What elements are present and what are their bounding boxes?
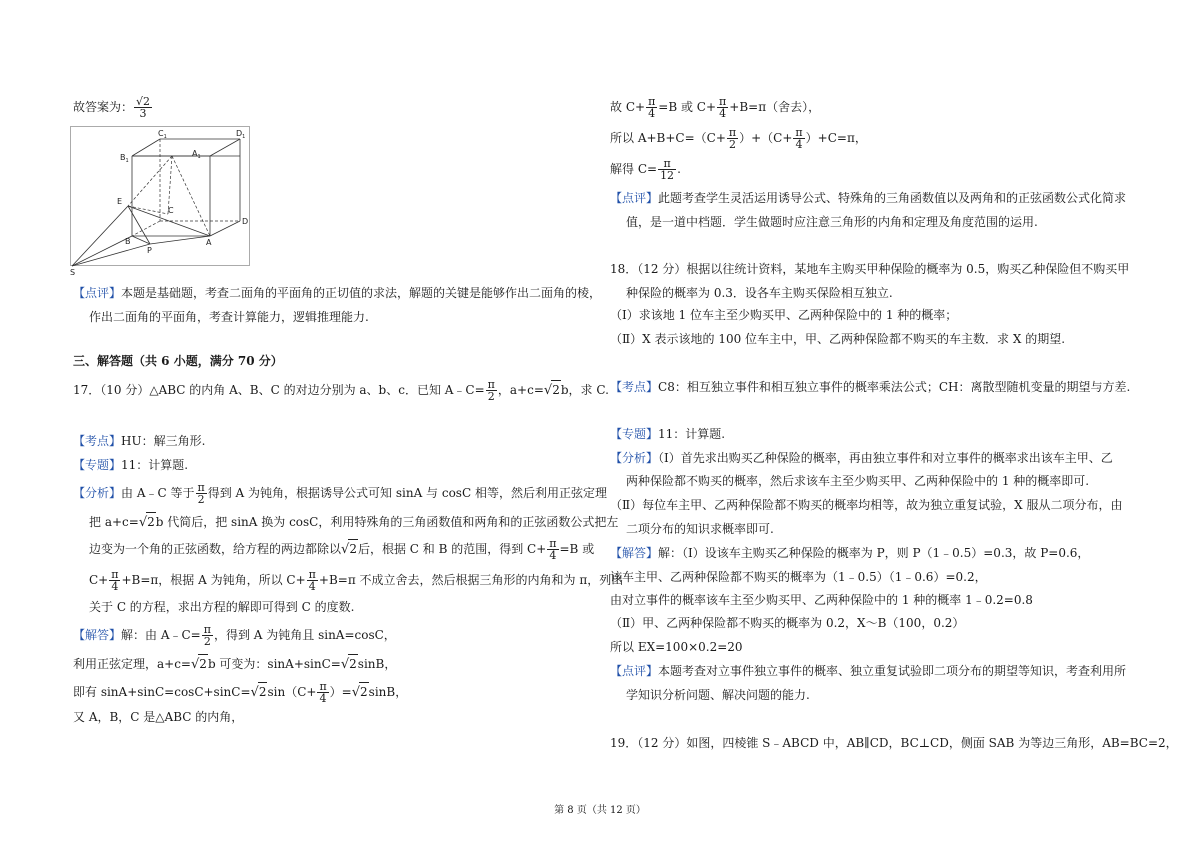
q18-line1: 18．（12 分）根据以往统计资料，某地车主购买甲种保险的概率为 0.5，购买乙种保险但不购买甲 bbox=[610, 262, 1130, 276]
frac-num: π bbox=[648, 95, 656, 108]
r2b: ）+（C+ bbox=[739, 131, 793, 145]
frac-den: 12 bbox=[660, 169, 675, 182]
zhuanti18 bbox=[610, 425, 725, 443]
fenxi17-line1 bbox=[73, 482, 607, 505]
section-title: 三、解答题（共 6 小题，满分 70 分） bbox=[73, 354, 283, 368]
fenxi17-line3 bbox=[89, 538, 594, 561]
jieda17-line1 bbox=[73, 624, 396, 647]
fenxi-l1a: 由 A﹣C 等于 bbox=[121, 486, 195, 500]
fenxi-l4b: +B=π，根据 A 为钝角，所以 C+ bbox=[121, 573, 306, 587]
q19-line1: 19．（12 分）如图，四棱锥 S﹣ABCD 中，AB∥CD，BC⊥CD，侧面 SAB 为等边三角形，AB=BC=2， bbox=[610, 736, 1178, 750]
sqrt-icon: √ bbox=[138, 515, 148, 530]
comment-text: 本题考查对立事件独立事件的概率、独立重复试验即二项分布的期望等知识，考查利用所 bbox=[658, 664, 1127, 678]
frac-den: 4 bbox=[308, 580, 316, 593]
fenxi-l3a: 边变为一个角的正弦函数，给方程的两边都除以 bbox=[89, 542, 342, 556]
radicand: 2 bbox=[258, 682, 268, 701]
zhuanti-tag: 【专题】 bbox=[73, 458, 122, 472]
answer-numerator: √2 bbox=[136, 95, 151, 108]
q18-line2: 种保险的概率为 0.3．设各车主购买保险相互独立. bbox=[626, 286, 893, 300]
q17-b: ，a+c= bbox=[497, 383, 544, 397]
kaodian-tag: 【考点】 bbox=[73, 434, 122, 448]
r-frac3 bbox=[727, 127, 738, 150]
frac-num: π bbox=[319, 680, 327, 693]
page-footer: 第 8 页（共 12 页） bbox=[554, 805, 646, 816]
jieda-l2c: sinB， bbox=[357, 657, 397, 671]
r-line3 bbox=[610, 158, 681, 181]
frac-den: 4 bbox=[648, 107, 656, 120]
label-s: S bbox=[70, 268, 76, 276]
zhuanti-tag: 【专题】 bbox=[610, 427, 659, 441]
sqrt-icon: √ bbox=[191, 657, 200, 672]
comment17-line1 bbox=[610, 189, 1126, 207]
fenxi-l1b: 得到 A 为钝角，根据诱导公式可知 sinA 与 cosC 相等，然后利用正弦定理 bbox=[207, 486, 607, 500]
comment16-line1 bbox=[73, 284, 601, 302]
jieda18-line3: 由对立事件的概率该车主至少购买甲、乙两种保险中的 1 种的概率 1﹣0.2=0.8 bbox=[610, 593, 1033, 607]
radicand: 2 bbox=[359, 682, 369, 701]
r-frac2 bbox=[717, 96, 728, 119]
frac-den: 4 bbox=[719, 107, 727, 120]
zhuanti17 bbox=[73, 456, 188, 474]
r2c: ）+C=π， bbox=[805, 131, 867, 145]
sqrt-icon: √ bbox=[543, 383, 553, 398]
jieda17-line2 bbox=[73, 654, 396, 674]
jieda18-line2: 该车主甲、乙两种保险都不购买的概率为（1﹣0.5）（1﹣0.6）=0.2， bbox=[610, 570, 987, 584]
fenxi-text: （Ⅰ）首先求出购买乙种保险的概率，再由独立事件和对立事件的概率求出该车主甲、乙 bbox=[658, 451, 1113, 465]
frac-num: π bbox=[795, 126, 803, 139]
frac-num: π bbox=[549, 537, 557, 550]
q18-line3: （Ⅰ）求该地 1 位车主至少购买甲、乙两种保险中的 1 种的概率； bbox=[610, 308, 958, 322]
jieda-tag: 【解答】 bbox=[73, 628, 122, 642]
fenxi-l3b: 后，根据 C 和 B 的范围，得到 C+ bbox=[357, 542, 547, 556]
sqrt-icon: √ bbox=[351, 685, 361, 700]
comment17-line2: 值，是一道中档题．学生做题时应注意三角形的内角和定理及角度范围的运用. bbox=[626, 215, 1038, 229]
answer-denominator: 3 bbox=[139, 107, 147, 120]
r-line1 bbox=[610, 96, 820, 119]
label-a: A bbox=[206, 238, 212, 247]
jieda-l1b: ，得到 A 为钝角且 sinA=cosC， bbox=[213, 628, 396, 642]
answer-prefix: 故答案为： bbox=[73, 100, 134, 114]
fenxi-frac1 bbox=[196, 482, 207, 505]
fenxi17-line5: 关于 C 的方程，求出方程的解即可得到 C 的度数. bbox=[89, 600, 355, 614]
comment-text: 此题考查学生灵活运用诱导公式、特殊角的三角函数值以及两角和的正弦函数公式化简求 bbox=[658, 191, 1127, 205]
kaodian-text: HU：解三角形. bbox=[121, 434, 206, 448]
label-c1: $C_1$ bbox=[158, 129, 167, 140]
comment-tag: 【点评】 bbox=[610, 191, 659, 205]
fenxi18-line2: 两种保险都不购买的概率，然后求该车主至少购买甲、乙两种保险中的 1 种的概率即可. bbox=[626, 474, 1090, 488]
fenxi17-line4 bbox=[89, 569, 623, 592]
radicand: 2 bbox=[551, 380, 561, 399]
radicand: 2 bbox=[348, 654, 358, 673]
label-e: E bbox=[117, 197, 123, 206]
q17-frac bbox=[486, 379, 497, 402]
jieda18-line5: 所以 EX=100×0.2=20 bbox=[610, 640, 743, 654]
r1a: 故 C+ bbox=[610, 100, 646, 114]
comment-tag: 【点评】 bbox=[73, 286, 122, 300]
q17-c: b，求 C. bbox=[560, 383, 609, 397]
zhuanti-text: 11：计算题. bbox=[121, 458, 189, 472]
frac-den: 2 bbox=[203, 635, 211, 648]
fenxi18-line4: 二项分布的知识求概率即可. bbox=[626, 522, 774, 536]
frac-num: π bbox=[203, 623, 211, 636]
sqrt-icon: √ bbox=[250, 685, 259, 700]
frac-num: π bbox=[719, 95, 727, 108]
sqrt-icon: √ bbox=[341, 542, 350, 557]
r-frac5 bbox=[658, 158, 676, 181]
radicand: 2 bbox=[198, 654, 208, 673]
q18-line4: （Ⅱ）X 表示该地的 100 位车主中，甲、乙两种保险都不购买的车主数．求 X 的期望. bbox=[610, 332, 1066, 346]
jieda-frac2 bbox=[317, 681, 328, 704]
fenxi18-line1 bbox=[610, 449, 1113, 467]
answer-fraction bbox=[134, 96, 152, 119]
frac-den: 4 bbox=[111, 580, 119, 593]
frac-den: 4 bbox=[795, 138, 803, 151]
jieda18-line4: （Ⅱ）甲、乙两种保险都不购买的概率为 0.2，X～B（100，0.2） bbox=[610, 616, 965, 630]
fenxi-l2b: b 代简后，把 sinA 换为 cosC，利用特殊角的三角函数值和两角和的正弦函数公式把左 bbox=[155, 515, 619, 529]
jieda-l2b: b 可变为：sinA+sinC= bbox=[207, 657, 341, 671]
zhuanti-text: 11：计算题. bbox=[658, 427, 726, 441]
frac-num: π bbox=[308, 568, 316, 581]
fenxi18-line3: （Ⅱ）每位车主甲、乙两种保险都不购买的概率均相等，故为独立重复试验，X 服从二项分布，由 bbox=[610, 498, 1123, 512]
frac-den: 4 bbox=[549, 549, 557, 562]
fenxi-l4a: C+ bbox=[89, 573, 109, 587]
label-p: P bbox=[147, 246, 152, 255]
radicand: 2 bbox=[348, 539, 358, 558]
fenxi17-line2 bbox=[89, 512, 618, 532]
frac-num: π bbox=[658, 158, 676, 170]
frac-num: π bbox=[728, 126, 737, 139]
jieda-l1a: 解：由 A﹣C= bbox=[121, 628, 201, 642]
r-line2 bbox=[610, 127, 867, 150]
fenxi-l4c: +B=π 不成立舍去，然后根据三角形的内角和为 π，列出 bbox=[318, 573, 624, 587]
label-d: D bbox=[242, 217, 249, 226]
q17-line bbox=[73, 379, 609, 402]
kaodian-tag: 【考点】 bbox=[610, 380, 659, 394]
jieda-l2a: 利用正弦定理，a+c= bbox=[73, 657, 191, 671]
kaodian18 bbox=[610, 378, 1130, 396]
jieda17-line4: 又 A，B，C 是△ABC 的内角， bbox=[73, 710, 244, 724]
comment18-line2: 学知识分析问题、解决问题的能力. bbox=[626, 688, 810, 702]
jieda-text: 解：（Ⅰ）设该车主购买乙种保险的概率为 P，则 P（1﹣0.5）=0.3，故 P=0.6， bbox=[658, 546, 1090, 560]
fenxi-tag: 【分析】 bbox=[610, 451, 659, 465]
fenxi-l2a: 把 a+c= bbox=[89, 515, 139, 529]
fenxi-l3c: =B 或 bbox=[559, 542, 595, 556]
frac-num: π bbox=[111, 568, 119, 581]
radicand: 2 bbox=[146, 512, 156, 531]
label-a1: $A_1$ bbox=[192, 149, 201, 160]
jieda-frac1 bbox=[202, 624, 213, 647]
answer-line bbox=[73, 96, 153, 119]
r-frac4 bbox=[793, 127, 804, 150]
jieda18-line1 bbox=[610, 544, 1089, 562]
frac-num: π bbox=[197, 481, 205, 494]
r3b: . bbox=[677, 162, 681, 176]
frac-den: 2 bbox=[487, 390, 495, 403]
label-d1: $D_1$ bbox=[236, 129, 246, 140]
r-frac1 bbox=[646, 96, 657, 119]
sqrt-icon: √ bbox=[340, 657, 350, 672]
frac-den: 2 bbox=[197, 493, 205, 506]
label-b1: $B_1$ bbox=[120, 153, 129, 164]
kaodian17 bbox=[73, 432, 205, 450]
comment-text: 本题是基础题，考查二面角的平面角的正切值的求法，解题的关键是能够作出二面角的棱， bbox=[121, 286, 602, 300]
jieda-l3d: sinB， bbox=[368, 685, 408, 699]
comment16-line2: 作出二面角的平面角，考查计算能力，逻辑推理能力. bbox=[89, 310, 369, 324]
jieda-l3b: sin（C+ bbox=[267, 685, 317, 699]
jieda-l3c: ）= bbox=[329, 685, 352, 699]
fenxi-tag: 【分析】 bbox=[73, 486, 122, 500]
r1b: =B 或 C+ bbox=[658, 100, 717, 114]
frac-num: π bbox=[487, 378, 495, 391]
label-c: C bbox=[168, 206, 174, 215]
fenxi-frac3 bbox=[109, 569, 120, 592]
r2a: 所以 A+B+C=（C+ bbox=[610, 131, 726, 145]
geometry-figure bbox=[70, 126, 250, 276]
q17-a: 17．（10 分）△ABC 的内角 A、B、C 的对边分别为 a、b、c．已知 A﹣C= bbox=[73, 383, 485, 397]
fenxi-frac2 bbox=[547, 538, 558, 561]
label-b: B bbox=[125, 237, 131, 246]
comment18-line1 bbox=[610, 662, 1126, 680]
r1c: +B=π（舍去）， bbox=[729, 100, 821, 114]
jieda-l3a: 即有 sinA+sinC=cosC+sinC= bbox=[73, 685, 251, 699]
fenxi-frac4 bbox=[307, 569, 318, 592]
frac-den: 4 bbox=[319, 692, 327, 705]
jieda17-line3 bbox=[73, 681, 407, 704]
comment-tag: 【点评】 bbox=[610, 664, 659, 678]
frac-den: 2 bbox=[729, 138, 736, 151]
kaodian-text: C8：相互独立事件和相互独立事件的概率乘法公式；CH：离散型随机变量的期望与方差. bbox=[658, 380, 1131, 394]
jieda-tag: 【解答】 bbox=[610, 546, 659, 560]
r3a: 解得 C= bbox=[610, 162, 658, 176]
